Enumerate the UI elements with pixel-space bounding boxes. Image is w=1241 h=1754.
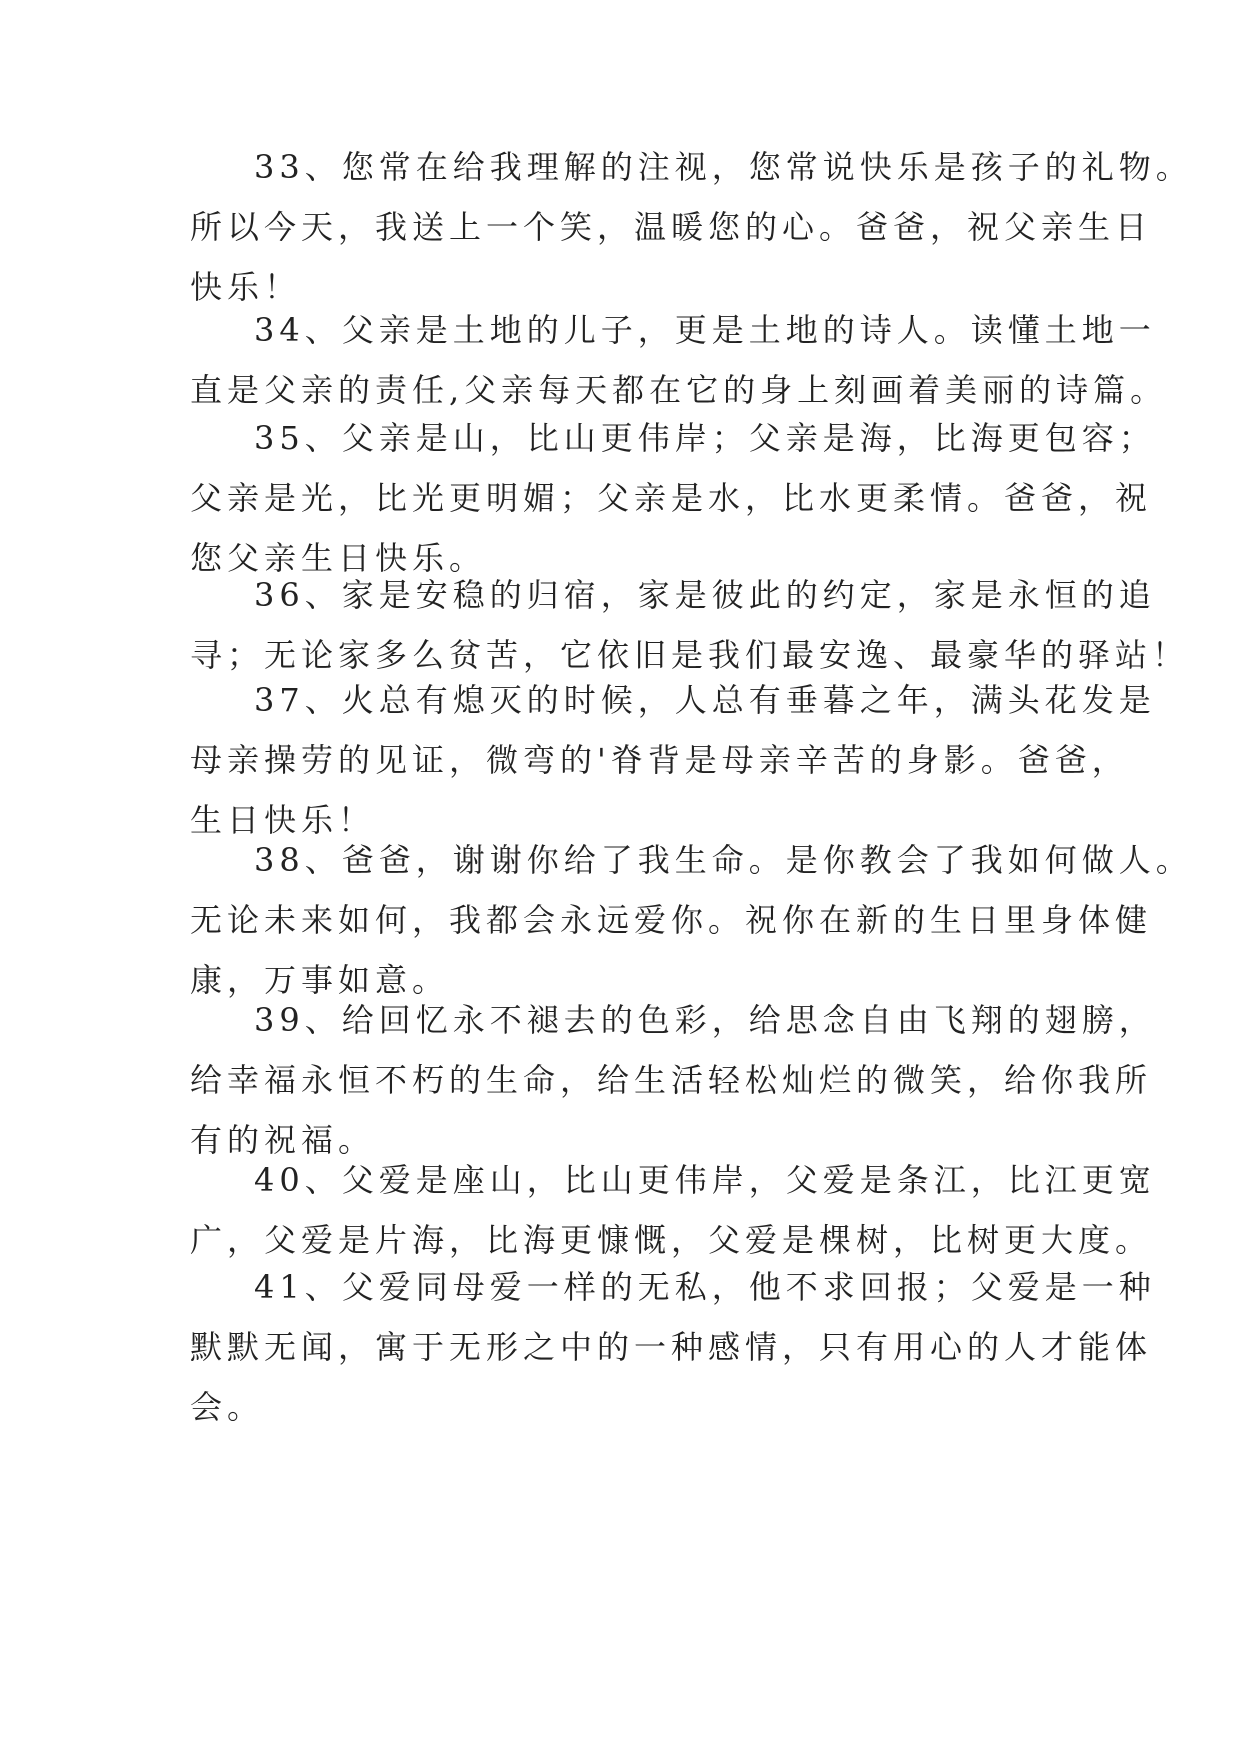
paragraph-39 [190, 990, 1156, 1170]
text-line: 父亲是光，比光更明媚；父亲是水，比水更柔情。爸爸，祝 [190, 479, 1153, 517]
text-line: 38、爸爸，谢谢你给了我生命。是你教会了我如何做人。 [254, 841, 1193, 879]
text-line: 快乐！ [190, 268, 302, 306]
text-line: 40、父爱是座山，比山更伟岸，父爱是条江，比江更宽 [254, 1161, 1156, 1199]
text-line: 无论未来如何，我都会永远爱你。祝你在新的生日里身体健 [190, 901, 1153, 939]
text-line: 寻；无论家多么贫苦，它依旧是我们最安逸、最豪华的驿站！ [190, 636, 1190, 674]
text-line: 35、父亲是山，比山更伟岸；父亲是海，比海更包容； [254, 419, 1156, 457]
text-line: 39、给回忆永不褪去的色彩，给思念自由飞翔的翅膀， [254, 1001, 1156, 1039]
text-line: 41、父爱同母爱一样的无私，他不求回报；父爱是一种 [254, 1268, 1156, 1306]
text-line: 会。 [190, 1388, 265, 1426]
text-line: 康，万事如意。 [190, 961, 450, 999]
text-line: 36、家是安稳的归宿，家是彼此的约定，家是永恒的追 [254, 576, 1156, 614]
text-line: 您父亲生日快乐。 [190, 539, 487, 577]
text-line: 33、您常在给我理解的注视，您常说快乐是孩子的礼物。 [254, 148, 1193, 186]
text-line: 母亲操劳的见证，微弯的'脊背是母亲辛苦的身影。爸爸， [190, 741, 1129, 779]
paragraph-33 [190, 137, 1193, 317]
text-line: 所以今天，我送上一个笑，温暖您的心。爸爸，祝父亲生日 [190, 208, 1153, 246]
text-line: 默默无闻，寓于无形之中的一种感情，只有用心的人才能体 [190, 1328, 1153, 1366]
text-line: 有的祝福。 [190, 1121, 376, 1159]
text-line: 37、火总有熄灭的时候，人总有垂暮之年，满头花发是 [254, 681, 1156, 719]
paragraph-37 [190, 670, 1156, 850]
text-line: 34、父亲是土地的儿子，更是土地的诗人。读懂土地一 [254, 311, 1156, 349]
paragraph-40 [190, 1150, 1156, 1270]
paragraph-36 [190, 565, 1190, 685]
text-line: 直是父亲的责任,父亲每天都在它的身上刻画着美丽的诗篇。 [190, 371, 1168, 409]
text-line: 生日快乐！ [190, 801, 376, 839]
text-line: 广，父爱是片海，比海更慷慨，父爱是棵树，比树更大度。 [190, 1221, 1153, 1259]
paragraph-41 [190, 1257, 1156, 1437]
paragraph-34 [190, 300, 1168, 420]
paragraph-35 [190, 408, 1156, 588]
paragraph-38 [190, 830, 1193, 1010]
text-line: 给幸福永恒不朽的生命，给生活轻松灿烂的微笑，给你我所 [190, 1061, 1153, 1099]
